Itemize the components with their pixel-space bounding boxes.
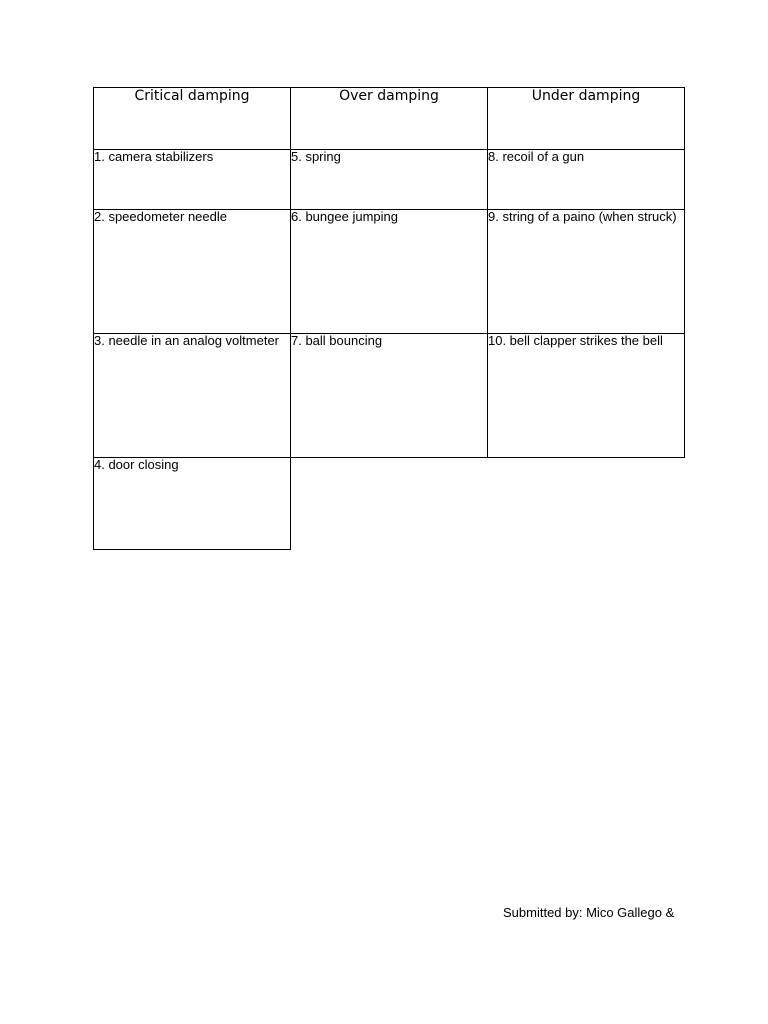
table-cell: 6. bungee jumping: [291, 210, 488, 334]
table-cell: 8. recoil of a gun: [488, 150, 685, 210]
submitted-by-text: Submitted by: Mico Gallego &: [503, 905, 675, 920]
damping-worksheet: [93, 87, 685, 550]
table-row: [94, 150, 685, 210]
table-row: [94, 210, 685, 334]
empty-cell: [488, 458, 685, 550]
table-row: [94, 458, 685, 550]
header-under-damping: Under damping: [488, 88, 685, 150]
table-row: [94, 334, 685, 458]
table-cell: 7. ball bouncing: [291, 334, 488, 458]
header-critical-damping: Critical damping: [94, 88, 291, 150]
table-cell: 9. string of a paino (when struck): [488, 210, 685, 334]
table-cell: 4. door closing: [94, 458, 291, 550]
table-cell: 2. speedometer needle: [94, 210, 291, 334]
empty-cell: [291, 458, 488, 550]
table-cell: 10. bell clapper strikes the bell: [488, 334, 685, 458]
damping-table: [93, 87, 685, 550]
table-cell: 1. camera stabilizers: [94, 150, 291, 210]
table-cell: 3. needle in an analog voltmeter: [94, 334, 291, 458]
table-cell: 5. spring: [291, 150, 488, 210]
header-over-damping: Over damping: [291, 88, 488, 150]
table-header-row: [94, 88, 685, 150]
